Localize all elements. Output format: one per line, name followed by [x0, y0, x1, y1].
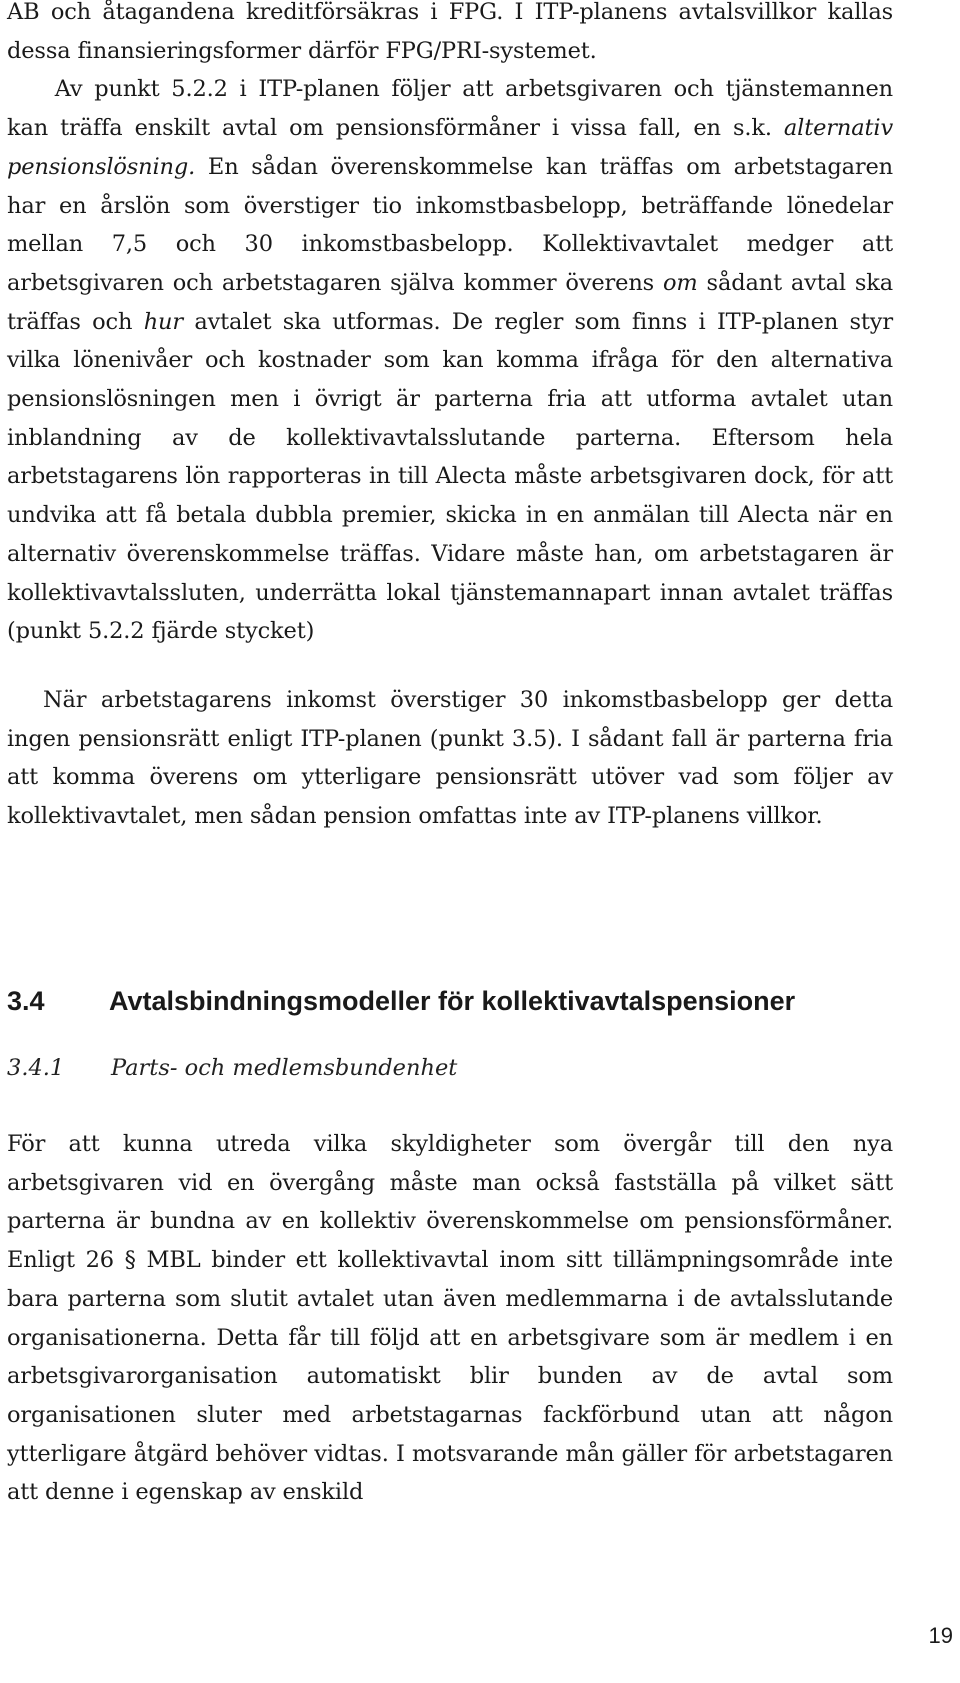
section-number: 3.4 — [7, 986, 45, 1016]
emphasis-text: hur — [143, 308, 183, 335]
body-paragraph-1 — [7, 0, 893, 651]
body-paragraph-3: För att kunna utreda vilka skyldigheter som övergår till den nya arbetsgivaren vid en övergång måste man också fastställa på vilket sätt parterna är bundna av en kollektiv överenskommelse om pensionsförmåner. Enligt 26 § MBL binder ett kollektivavtal inom sitt tillämpningsområde inte bara parterna som slutit avtalet utan även medlemmarna i de avtalsslutande organisationerna. Detta får till följd att en arbetsgivare som är medlem i en arbetsgivarorganisation automatiskt blir bunden av de avtal som organisationen sluter med arbetstagarnas fackförbund utan att någon ytterligare åtgärd behöver vidtas. I motsvarande mån gäller för arbetstagaren att denne i egenskap av enskild — [7, 1131, 893, 1506]
section-heading — [7, 984, 795, 1018]
paragraph-text: avtalet ska utformas. De regler som finns i ITP-planen styr vilka lönenivåer och kostnader som kan komma ifråga för den alternativa pensionslösningen men i övrigt är parterna fria att utforma avtalet utan inblandning av de kollektivavtalsslutande parterna. Eftersom hela arbetstagarens lön rapporteras in till Alecta måste arbetsgivaren dock, för att undvika att få betala dubbla premier, skicka in en anmälan till Alecta när en alternativ överenskommelse träffas. Vidare måste han, om arbetstagaren är kollektivavtalssluten, underrätta lokal tjänstemannapart innan avtalet träffas (punkt 5.2.2 fjärde stycket) — [7, 308, 893, 645]
subsection-title: Parts- och medlemsbundenhet — [111, 1055, 458, 1081]
emphasis-text: alternativ pensionslösning. — [7, 115, 893, 180]
subsection-heading — [7, 1053, 457, 1083]
paragraph-text: sådant avtal ska träffas och — [7, 269, 894, 335]
paragraph-text: En sådan överenskommelse kan träffas om arbetstagaren har en årslön som överstiger tio inkomstbasbelopp, beträffande lönedelar mellan 7,5 och 30 inkomstbasbelopp. Kollektivavtalet medger att arbetsgivaren och arbetstagaren själva kommer överens — [7, 153, 893, 296]
section-title: Avtalsbindningsmodeller för kollektivavtalspensioner — [109, 986, 796, 1016]
body-paragraph-2: När arbetstagarens inkomst överstiger 30 inkomstbasbelopp ger detta ingen pensionsrätt enligt ITP-planen (punkt 3.5). I sådant fall är parterna fria att komma överens om ytterligare pensionsrätt utöver vad som följer av kollektivavtalet, men sådan pension omfattas inte av ITP-planens villkor. — [7, 687, 893, 830]
paragraph-text: Av punkt 5.2.2 i ITP-planen följer att arbetsgivaren och tjänstemannen kan träffa enskilt avtal om pensionsförmåner i vissa fall, en s.k. — [7, 76, 893, 142]
subsection-number: 3.4.1 — [7, 1055, 65, 1081]
emphasis-text: om — [663, 269, 698, 296]
paragraph-text: AB och åtagandena kreditförsäkras i FPG. I ITP-planens avtalsvillkor kallas dessa finansieringsformer därför FPG/PRI-systemet. — [7, 0, 893, 64]
page-number: 19 — [928, 1623, 953, 1648]
